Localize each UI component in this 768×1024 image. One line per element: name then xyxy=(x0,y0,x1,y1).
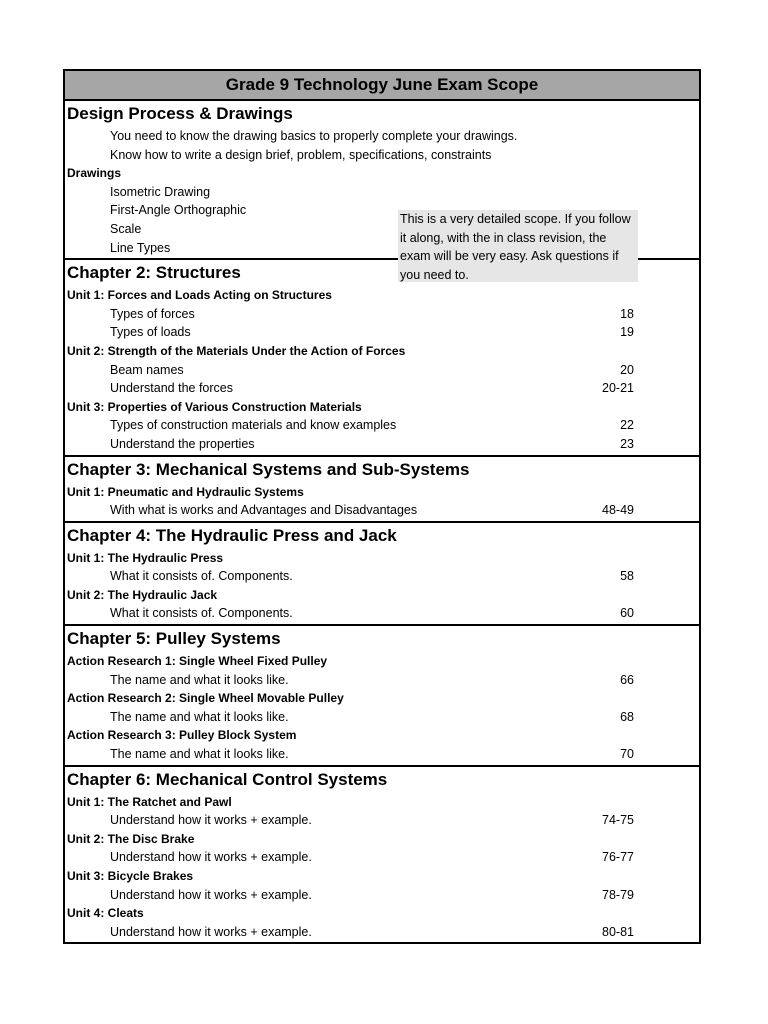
unit-title: Unit 2: The Hydraulic Jack xyxy=(67,587,218,602)
unit-title: Action Research 2: Single Wheel Movable Pulley xyxy=(67,691,344,706)
topic-row xyxy=(65,361,699,380)
page-number: 22 xyxy=(620,418,634,433)
page-number: 78-79 xyxy=(602,887,634,902)
topic-row xyxy=(65,811,699,830)
topic-text: Types of loads xyxy=(110,325,191,340)
page-number: 80-81 xyxy=(602,924,634,939)
page-number: 68 xyxy=(620,709,634,724)
drawing-item: First-Angle Orthographic xyxy=(110,203,247,218)
page-number: 23 xyxy=(620,436,634,451)
topic-row xyxy=(65,923,699,942)
topic-text: Understand the forces xyxy=(110,381,233,396)
page-number: 48-49 xyxy=(602,503,634,518)
page-number: 60 xyxy=(620,606,634,621)
topic-row xyxy=(65,501,699,520)
page-number: 18 xyxy=(620,306,634,321)
topic-row xyxy=(65,305,699,324)
topic-row xyxy=(65,323,699,342)
unit-title: Unit 1: The Hydraulic Press xyxy=(67,550,224,565)
topic-row xyxy=(65,745,699,764)
unit-title: Unit 1: The Ratchet and Pawl xyxy=(67,794,232,809)
exam-scope-sheet xyxy=(63,69,701,944)
page-number: 76-77 xyxy=(602,850,634,865)
unit-title: Unit 1: Pneumatic and Hydraulic Systems xyxy=(67,484,304,499)
drawing-item: Line Types xyxy=(110,240,171,255)
chapter-heading: Chapter 2: Structures xyxy=(67,263,241,283)
page-number: 74-75 xyxy=(602,813,634,828)
scope-note: This is a very detailed scope. If you follow it along, with the in class revision, the exam will be very easy. Ask questions if you need to. xyxy=(398,210,638,282)
topic-row xyxy=(65,435,699,454)
chapter-section xyxy=(65,767,699,943)
topic-text: Types of construction materials and know examples xyxy=(110,418,397,433)
topic-text: Understand how it works + example. xyxy=(110,850,312,865)
topic-row xyxy=(65,886,699,905)
page-number: 20-21 xyxy=(602,381,634,396)
chapter-section xyxy=(65,457,699,523)
topic-text: Types of forces xyxy=(110,306,195,321)
chapter-heading: Chapter 5: Pulley Systems xyxy=(67,629,281,649)
chapter-section xyxy=(65,626,699,767)
unit-title: Action Research 1: Single Wheel Fixed Pulley xyxy=(67,654,328,669)
topic-text: What it consists of. Components. xyxy=(110,569,293,584)
drawing-item: Scale xyxy=(110,221,142,236)
topic-row xyxy=(65,604,699,623)
topic-row xyxy=(65,379,699,398)
sheet-title: Grade 9 Technology June Exam Scope xyxy=(65,71,699,101)
topic-text: The name and what it looks like. xyxy=(110,747,289,762)
chapter-heading: Chapter 4: The Hydraulic Press and Jack xyxy=(67,525,397,545)
topic-row xyxy=(65,567,699,586)
page-number: 70 xyxy=(620,747,634,762)
topic-text: The name and what it looks like. xyxy=(110,672,289,687)
page-number: 19 xyxy=(620,325,634,340)
topic-text: Understand how it works + example. xyxy=(110,924,312,939)
topic-row xyxy=(65,848,699,867)
unit-title: Unit 3: Properties of Various Construction Materials xyxy=(67,399,362,414)
unit-title: Unit 3: Bicycle Brakes xyxy=(67,869,194,883)
topic-text: With what is works and Advantages and Disadvantages xyxy=(110,503,418,518)
topic-text: Understand the properties xyxy=(110,436,255,451)
drawings-label: Drawings xyxy=(67,166,122,181)
unit-title: Unit 4: Cleats xyxy=(67,906,144,921)
chapter-heading: Chapter 6: Mechanical Control Systems xyxy=(67,769,388,789)
chapter-section xyxy=(65,260,699,456)
topic-row xyxy=(65,416,699,435)
drawing-item: Isometric Drawing xyxy=(110,184,211,199)
unit-title: Action Research 3: Pulley Block System xyxy=(67,728,297,743)
design-line: You need to know the drawing basics to properly complete your drawings. xyxy=(110,129,518,143)
topic-text: Understand how it works + example. xyxy=(110,887,312,902)
design-heading: Design Process & Drawings xyxy=(67,104,293,123)
design-line: Know how to write a design brief, problem, specifications, constraints xyxy=(110,147,492,162)
topic-row xyxy=(65,708,699,727)
topic-text: What it consists of. Components. xyxy=(110,606,293,621)
chapters-container xyxy=(65,260,699,942)
topic-text: Understand how it works + example. xyxy=(110,813,312,828)
unit-title: Unit 2: Strength of the Materials Under the Action of Forces xyxy=(67,343,406,358)
unit-title: Unit 1: Forces and Loads Acting on Structures xyxy=(67,288,332,303)
page-number: 20 xyxy=(620,362,634,377)
topic-text: Beam names xyxy=(110,362,184,377)
topic-text: The name and what it looks like. xyxy=(110,709,289,724)
page-number: 58 xyxy=(620,569,634,584)
topic-row xyxy=(65,671,699,690)
chapter-heading: Chapter 3: Mechanical Systems and Sub-Systems xyxy=(67,459,470,479)
unit-title: Unit 2: The Disc Brake xyxy=(67,831,195,846)
chapter-section xyxy=(65,523,699,626)
page-number: 66 xyxy=(620,672,634,687)
